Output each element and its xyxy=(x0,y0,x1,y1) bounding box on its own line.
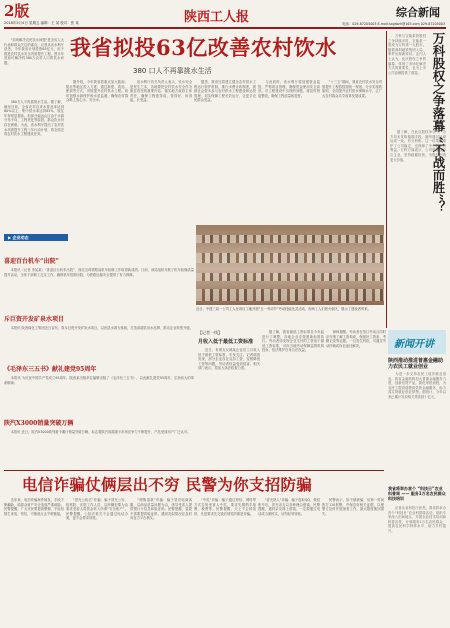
bottom-col-1: 近年来，电信诈骗案件频发，手段不断翻新，给群众财产安全造成严重威胁。民警提醒，广大市民要提高警惕，不轻信陌生来电、短信，不随意点击不明链接。 xyxy=(4,498,64,516)
news-photo xyxy=(196,225,384,305)
header-contact: 电话：029-87205003 E-mail:sxgrbzh@163.com 029-87205003 xyxy=(342,22,445,26)
section-name: 综合新闻 xyxy=(396,6,440,19)
bottom-col-2: “冒充公检法”诈骗：骗子冒充公安、检察院、法院工作人员，以涉嫌犯罪为由要求受害人将资金转入所谓“安全账户”。民警提醒，公检法机关不会通过电话办案，更不会要求转账。 xyxy=(66,498,128,521)
brief-title-3: 《毛泽东三五书》献礼建党95周年 xyxy=(4,366,97,373)
brief-title-1: 喜迎百台机车“出院” xyxy=(4,258,59,265)
mid-story-col-3: 律师提醒，劳动者在签订劳动合同时应仔细了解工资构成，保留好工资条、考勤记录等证据，一旦发生纠纷，可通过劳动仲裁或诉讼途径解决。 xyxy=(326,330,386,348)
right-col-headline: 万科股权之争落幕 “不战而胜”？ xyxy=(431,32,446,214)
column-logo-text: 新闻开讲 xyxy=(394,339,434,350)
page-number: 2版 xyxy=(4,2,30,20)
mid-story-headline: 月收入低于最低工资标准 xyxy=(198,339,254,345)
lead-headline: 我省拟投63亿改善农村饮水 xyxy=(70,35,337,60)
right-col-divider xyxy=(386,31,387,328)
bottom-headline: 电信诈骗仗俩层出不穷 民警为你支招防骗 xyxy=(22,475,313,494)
lead-subhead: 380 口人不再靠挑水生活 xyxy=(133,67,212,75)
brief-title-4: 陕汽X3000销量突破万辆 xyxy=(4,420,74,427)
brief-body-1: 本报讯（记者 李某某）“喜迎百台机车出院”，西北宝鸡铁路局机车检修工作取得新成绩。日前，该局组织开展了机车检修质量提升活动，全体干部职工扎实工作，确保机车按期出院，为铁路运输安全提供了有力保障。 xyxy=(4,268,194,277)
brief-title-2: 斥巨资开发矿泉水项目 xyxy=(4,316,65,323)
bottom-col-5: “冒充熟人”诈骗：骗子盗取QQ、微信账号后，冒充亲友以各种理由借钱。民警提醒，遇到亲友网上借钱，一定要通过电话或当面核实，切勿轻易转账。 xyxy=(258,498,320,516)
lead-col-7: “十三五”期间，我省农村饮水安全巩固提升工程将按照统一规划、分步实施的原则，全面提升农村供水保障水平，让广大农村群众共享改革发展成果。 xyxy=(322,80,382,98)
right-col-body: 万科与宝能系的股权之争持续多时，宝能系一度成为万科第一大股东。随着深圳地铁集团入局，事件出现新转折。业内人士认为，此次股权之争的落幕，体现了市场化解决方式的重要性，也为上市公司治理提供了借鉴。 xyxy=(388,34,426,75)
bottom-col-6: 民警表示，如不慎被骗，应第一时间拨打110报警，并保存好相关证据，以便警方及时开展侦查工作，最大限度挽回损失。 xyxy=(322,498,384,516)
bottom-rule xyxy=(4,470,384,471)
right-col-body-2: 据了解，在此次股权争夺中，各方均未采取极端手段，最终通过协商达成一致。有分析称，这一结果既维护了公司稳定，也保障了中小股东的利益。万科方面表示，公司将继续专注主业，坚持稳健经营，为股东创造更大价值。 xyxy=(390,130,446,162)
right-lower-body-2: 记者从省科技厅获悉，我省将举办首个“科技日”农业科普周活动，组织专家深入田间地头，开展农业技术培训和科普宣传，计划服务1万名农民群众，提高农民科学种养水平，助力乡村振兴。 xyxy=(388,506,446,533)
right-lower-headline-2: 我省将举办首个 “科技日”农业科普周 —— 服务1万名农民群众科技培训 xyxy=(388,486,446,501)
column-logo xyxy=(388,330,446,354)
bottom-col-3: “网购退款”诈骗：骗子冒充电商客服，以商品质量问题为由，诱导受害人提供银行卡信息和验证码。民警提醒，退款不需要提供验证码，遇到类似情况应及时向官方平台核实。 xyxy=(130,498,192,521)
lead-col-2: 380万人不再靠挑水生活。据了解，截至目前，全省农村自来水普及率达到80%以上，集中供水率达到85%，较往年有明显提高。但部分偏远山区由于水源分布不均、工程老化等原因，群众饮水仍存在困难。为此，省水利厅提出了农村饮水巩固提升工程三年行动计划，将全面完成农村饮水工程建设任务。 xyxy=(4,100,64,137)
mid-story-kicker: 【记者一线】 xyxy=(198,330,222,335)
bottom-col-4: “中奖”诈骗：骗子通过短信、网络等方式告知受害人中奖，要求先缴纳手续费、税费等。民警提醒，天上不会掉馅饼，凡是要求先交钱后领奖的都是诈骗。 xyxy=(194,498,256,516)
lead-col-1: “如何解决农民饮水问题”是全省人大代表和群众关注的重点。记者从省水利厅获悉，今年我省计划投资63亿元，用于推进农村饮水安全巩固提升工程，预计年底前可解决约380万农村人口的饮水问题。 xyxy=(4,38,64,65)
brief-body-3: 本报讯 为庆祝中国共产党成立95周年，陕西某出版单位编辑出版了《毛泽东三五书》，以此献礼建党95周年，弘扬伟大的革命精神。 xyxy=(4,376,194,385)
brief-body-4: 本报讯 近日，陕汽X3000系列重卡累计销量突破万辆，标志着陕汽高端重卡市场竞争力不断提升，产品受到用户广泛认可。 xyxy=(4,430,191,434)
photo-caption: 近日，中建三局一公司工人在项目工地开展“五一劳动节”劳动技能比武活动，现场工人们热火朝天，展示了建设者风采。 xyxy=(196,307,371,311)
lead-col-4: 省水利厅有关负责人表示，饮水安全是民生之本，各地要把农村饮水安全作为脱贫攻坚的重要内容，落实地方政府主体责任，确保工程建得成、管得好、用得起、长受益。 xyxy=(130,80,192,103)
right-lower-body: 为进一步支持农民工返乡就业创业，我省金融机构加大普惠金融服务力度，创新信贷产品，简化审批流程，为农民工提供便捷高效的金融服务，助力其实现就业创业梦想。据统计，今年以来已累计发放相关贷款数十亿元。 xyxy=(388,372,446,399)
lead-col-3: 据介绍，今年我省将重点加大陕南、陕北等地区投入力度，通过新建、改造、配套等方式，巩固提升农村供水工程。同时加强水源保护和水质监测，确保农村群众喝上放心水、安全水。 xyxy=(66,80,128,103)
section-bar: ▶ 企业动态 xyxy=(4,234,68,241)
lead-col-6: 与此同时，省水利厅将加强资金监管，严格项目管理，确保资金使用安全高效。对工程建设中出现的问题，将及时督促整改，确保工程质量和进度。 xyxy=(258,80,320,98)
masthead xyxy=(0,0,450,30)
header-meta: 2018年5月4日 星期五 编辑：王 某 校对：张 某 xyxy=(4,21,79,25)
paper-name: 陕西工人报 xyxy=(184,10,250,25)
mid-story-col-2: 据了解，我省最低工资标准自今年起进行了调整，各地企业应按照新标准执行。劳动者如发现企业支付的工资低于最低工资标准，可向当地劳动保障监察机构投诉，依法维护自身合法权益。 xyxy=(262,330,324,353)
right-lower-headline: 陕西推动推进普惠金融助力农民工就业创业 xyxy=(388,358,444,370)
mid-story-col-1: 近日，有网友反映某企业员工月收入低于最低工资标准，引发关注。记者调查发现，部分企业存在克扣工资、变相降低工资等问题，劳动者权益受到侵害。相关部门表示，将加大执法检查力度。 xyxy=(198,348,260,371)
lead-col-5: 据悉，我省还将建立健全农村供水工程运行管护机制，推行水费计收制度，鼓励社会资本参与农村供水工程建设和运营管理，切实保障工程长效运行，让更多农民群众受益。 xyxy=(194,80,256,103)
masthead-rule xyxy=(4,27,446,29)
brief-body-2: 本报讯 陕西煤化工集团近日宣布，将斥巨资开发矿泉水项目，以优质水源为基础，打造高端饮用水品牌，推动企业转型升级。 xyxy=(4,326,193,330)
